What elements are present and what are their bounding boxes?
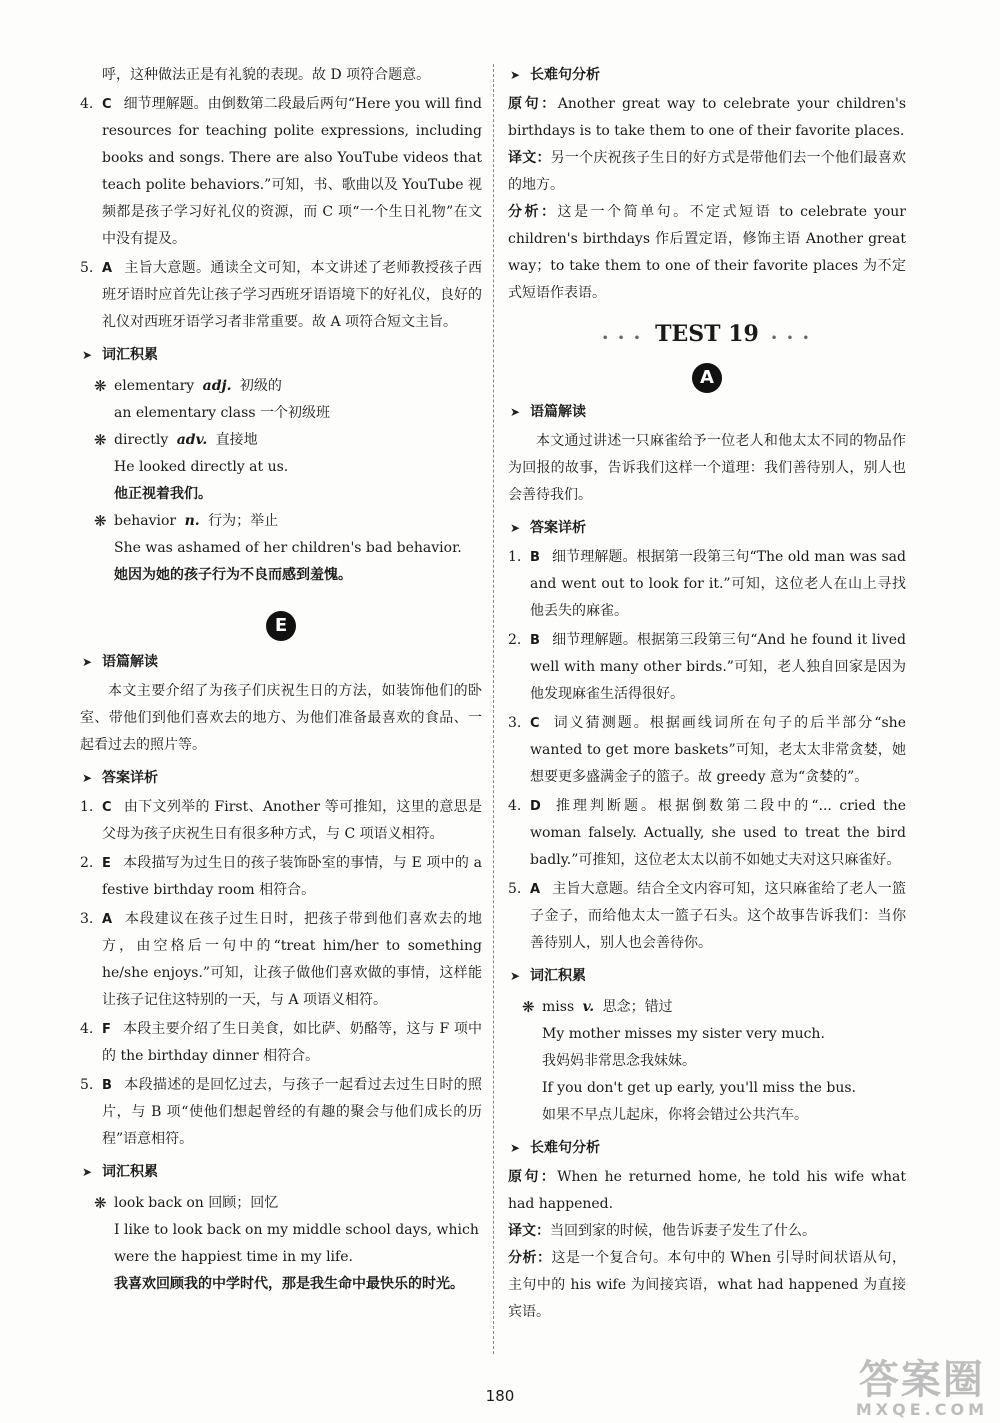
- translation: 译文：当回到家的时候，他告诉妻子发生了什么。: [508, 1223, 816, 1239]
- translation: 译文：另一个庆祝孩子生日的好方式是带他们去一个他们最喜欢的地方。: [508, 150, 907, 193]
- vocab-example: If you don't get up early, you'll miss the bus.: [542, 1080, 856, 1096]
- vocab-example-translation: 他正视着我们。: [114, 486, 212, 502]
- test-title: TEST 19: [655, 321, 759, 347]
- answer-item-5: [80, 255, 482, 336]
- vocab-list: [508, 994, 906, 1129]
- answer-item: 5. B 本段描述的是回忆过去，与孩子一起看过去过生日时的照片，与 B 项“使他们想起曾经的有趣的聚会与他们成长的历程”语意相符。: [80, 1077, 482, 1147]
- section-letter-badge: A: [692, 363, 722, 393]
- vocab-example: She was ashamed of her children's bad behavior.: [114, 540, 462, 556]
- answer-item: 1. B 细节理解题。根据第一段第三句“The old man was sad and went out to look for it.”可知，这位老人在山上寻找他丢失的麻雀。: [508, 549, 906, 619]
- section-heading-sentence: ➤ 长难句分析: [508, 1135, 906, 1162]
- answer-item: 1. C 由下文列举的 First、Another 等可推知，这里的意思是父母为孩子庆祝生日有很多种方式，与 C 项语义相符。: [80, 799, 482, 842]
- vocab-list: [80, 1190, 482, 1298]
- right-column: [508, 62, 906, 1326]
- arrow-icon: ➤: [510, 405, 521, 419]
- left-column: [80, 62, 482, 1302]
- vocab-example: He looked directly at us.: [114, 459, 289, 475]
- answer-item: 3. A 本段建议在孩子过生日时，把孩子带到他们喜欢去的地方，由空格后一句中的“treat him/her to something he/she enjoys.”可知，让孩子做他们喜欢做的事情，这样能让孩子记住这特别的一天，与 A 项语义相符。: [80, 911, 482, 1008]
- asterisk-icon: ❋: [94, 377, 107, 395]
- vocab-example: My mother misses my sister very much.: [542, 1026, 825, 1042]
- arrow-icon: ➤: [82, 1165, 93, 1179]
- asterisk-icon: ❋: [522, 998, 535, 1016]
- decor-dots: • • •: [770, 333, 812, 344]
- vocab-example: I like to look back on my middle school days, which were the happiest time in my life.: [114, 1222, 479, 1265]
- section-heading-vocab: ➤ 词汇积累: [508, 963, 906, 990]
- test-heading: [508, 317, 906, 351]
- answer-item-4: [80, 91, 482, 253]
- section-heading-answers: ➤ 答案详析: [80, 765, 482, 792]
- answer-text: 主旨大意题。通读全文可知，本文讲述了老师教授孩子西班牙语时应首先让孩子学习西班牙语语境下的好礼仪，良好的礼仪对西班牙语学习者非常重要。故 A 项符合短文主旨。: [102, 260, 482, 330]
- arrow-icon: ➤: [510, 68, 521, 82]
- vocab-example-translation: 如果不早点儿起床，你将会错过公共汽车。: [542, 1107, 808, 1123]
- answer-text: 细节理解题。由倒数第二段最后两句“Here you will find resources for teaching polite expressions, including books and songs. There are also YouTube videos that teach polite behaviors.”可知，书、歌曲以及 YouTube 视频都是孩子学习好礼仪的资源，而 C 项“一个生日礼物”在文中没有提及。: [102, 96, 482, 247]
- item-number: 5.: [80, 260, 94, 276]
- watermark-logo: 答案圈 MXQE.COM: [855, 1357, 988, 1419]
- vocab-word: ❋ directly adv. 直接地: [94, 427, 482, 454]
- column-divider: [493, 64, 494, 1354]
- item-number: 4.: [80, 96, 94, 112]
- page-number: 180: [485, 1387, 515, 1405]
- answer-item: 4. F 本段主要介绍了生日美食，如比萨、奶酪等，这与 F 项中的 the birthday dinner 相符合。: [80, 1021, 482, 1064]
- section-heading-sentence: ➤ 长难句分析: [508, 62, 906, 89]
- answer-item: 2. B 细节理解题。根据第三段第三句“And he found it lived well with many other birds.”可知，老人独自回家是因为他发现麻雀生活得很好。: [508, 632, 906, 702]
- section-heading-reading: ➤ 语篇解读: [508, 399, 906, 426]
- section-heading-vocab: ➤ 词汇积累: [80, 342, 482, 369]
- section-heading-reading: ➤ 语篇解读: [80, 649, 482, 676]
- answer-item: 2. E 本段描写为过生日的孩子装饰卧室的事情，与 E 项中的 a festive birthday room 相符合。: [80, 855, 482, 898]
- analysis: 分析：这是一个简单句。不定式短语 to celebrate your children's birthdays 作后置定语，修饰主语 Another great way；to take them to one of their favorite places 为不定式短语作表语。: [508, 204, 906, 301]
- answer-item: 3. C 词义猜测题。根据画线词所在句子的后半部分“she wanted to get more baskets”可知，老太太非常贪婪，她想要更多盛满金子的篮子。故 greedy 意为“贪婪的”。: [508, 715, 906, 785]
- reading-summary: 本文通过讲述一只麻雀给予一位老人和他太太不同的物品作为回报的故事，告诉我们这样一个道理：我们善待别人，别人也会善待我们。: [508, 433, 906, 503]
- original-sentence: 原句：Another great way to celebrate your children's birthdays is to take them to one of their favorite places.: [508, 96, 907, 139]
- arrow-icon: ➤: [510, 969, 521, 983]
- section-heading-vocab: ➤ 词汇积累: [80, 1159, 482, 1186]
- vocab-word: ❋ look back on 回顾；回忆: [94, 1190, 482, 1217]
- arrow-icon: ➤: [82, 771, 93, 785]
- arrow-icon: ➤: [82, 348, 93, 362]
- asterisk-icon: ❋: [94, 1194, 107, 1212]
- original-sentence: 原句：When he returned home, he told his wife what had happened.: [508, 1169, 906, 1212]
- vocab-word: ❋ miss v. 思念；错过: [522, 994, 906, 1021]
- answer-letter: C: [102, 97, 112, 112]
- asterisk-icon: ❋: [94, 431, 107, 449]
- answer-item: 4. D 推理判断题。根据倒数第二段中的“... cried the woman falsely. Actually, she used to treat the bird badly.”可推知，这位老太太以前不如她丈夫对这只麻雀好。: [508, 798, 906, 868]
- arrow-icon: ➤: [82, 655, 93, 669]
- asterisk-icon: ❋: [94, 512, 107, 530]
- arrow-icon: ➤: [510, 521, 521, 535]
- answer-item: 5. A 主旨大意题。结合全文内容可知，这只麻雀给了老人一篮子金子，而给他太太一篮子石头。这个故事告诉我们：当你善待别人，别人也会善待你。: [508, 881, 906, 951]
- analysis: 分析：这是一个复合句。本句中的 When 引导时间状语从句，主句中的 his wife 为间接宾语，what had happened 为直接宾语。: [508, 1250, 907, 1320]
- reading-summary: 本文主要介绍了为孩子们庆祝生日的方法，如装饰他们的卧室、带他们到他们喜欢去的地方、为他们准备最喜欢的食品、一起看过去的照片等。: [80, 683, 482, 753]
- vocab-word: ❋ behavior n. 行为；举止: [94, 508, 482, 535]
- decor-dots: • • •: [602, 333, 644, 344]
- answer-letter: A: [102, 261, 113, 276]
- arrow-icon: ➤: [510, 1141, 521, 1155]
- section-heading-answers: ➤ 答案详析: [508, 515, 906, 542]
- vocab-example-translation: 我妈妈非常思念我妹妹。: [542, 1053, 696, 1069]
- vocab-example-translation: 我喜欢回顾我的中学时代，那是我生命中最快乐的时光。: [114, 1276, 464, 1292]
- vocab-example: an elementary class 一个初级班: [114, 405, 330, 421]
- vocab-word: ❋ elementary adj. 初级的: [94, 373, 482, 400]
- vocab-list: [80, 373, 482, 589]
- continued-text: 呼，这种做法正是有礼貌的表现。故 D 项符合题意。: [102, 67, 431, 83]
- vocab-example-translation: 她因为她的孩子行为不良而感到羞愧。: [114, 567, 352, 583]
- section-letter-badge: E: [266, 611, 296, 641]
